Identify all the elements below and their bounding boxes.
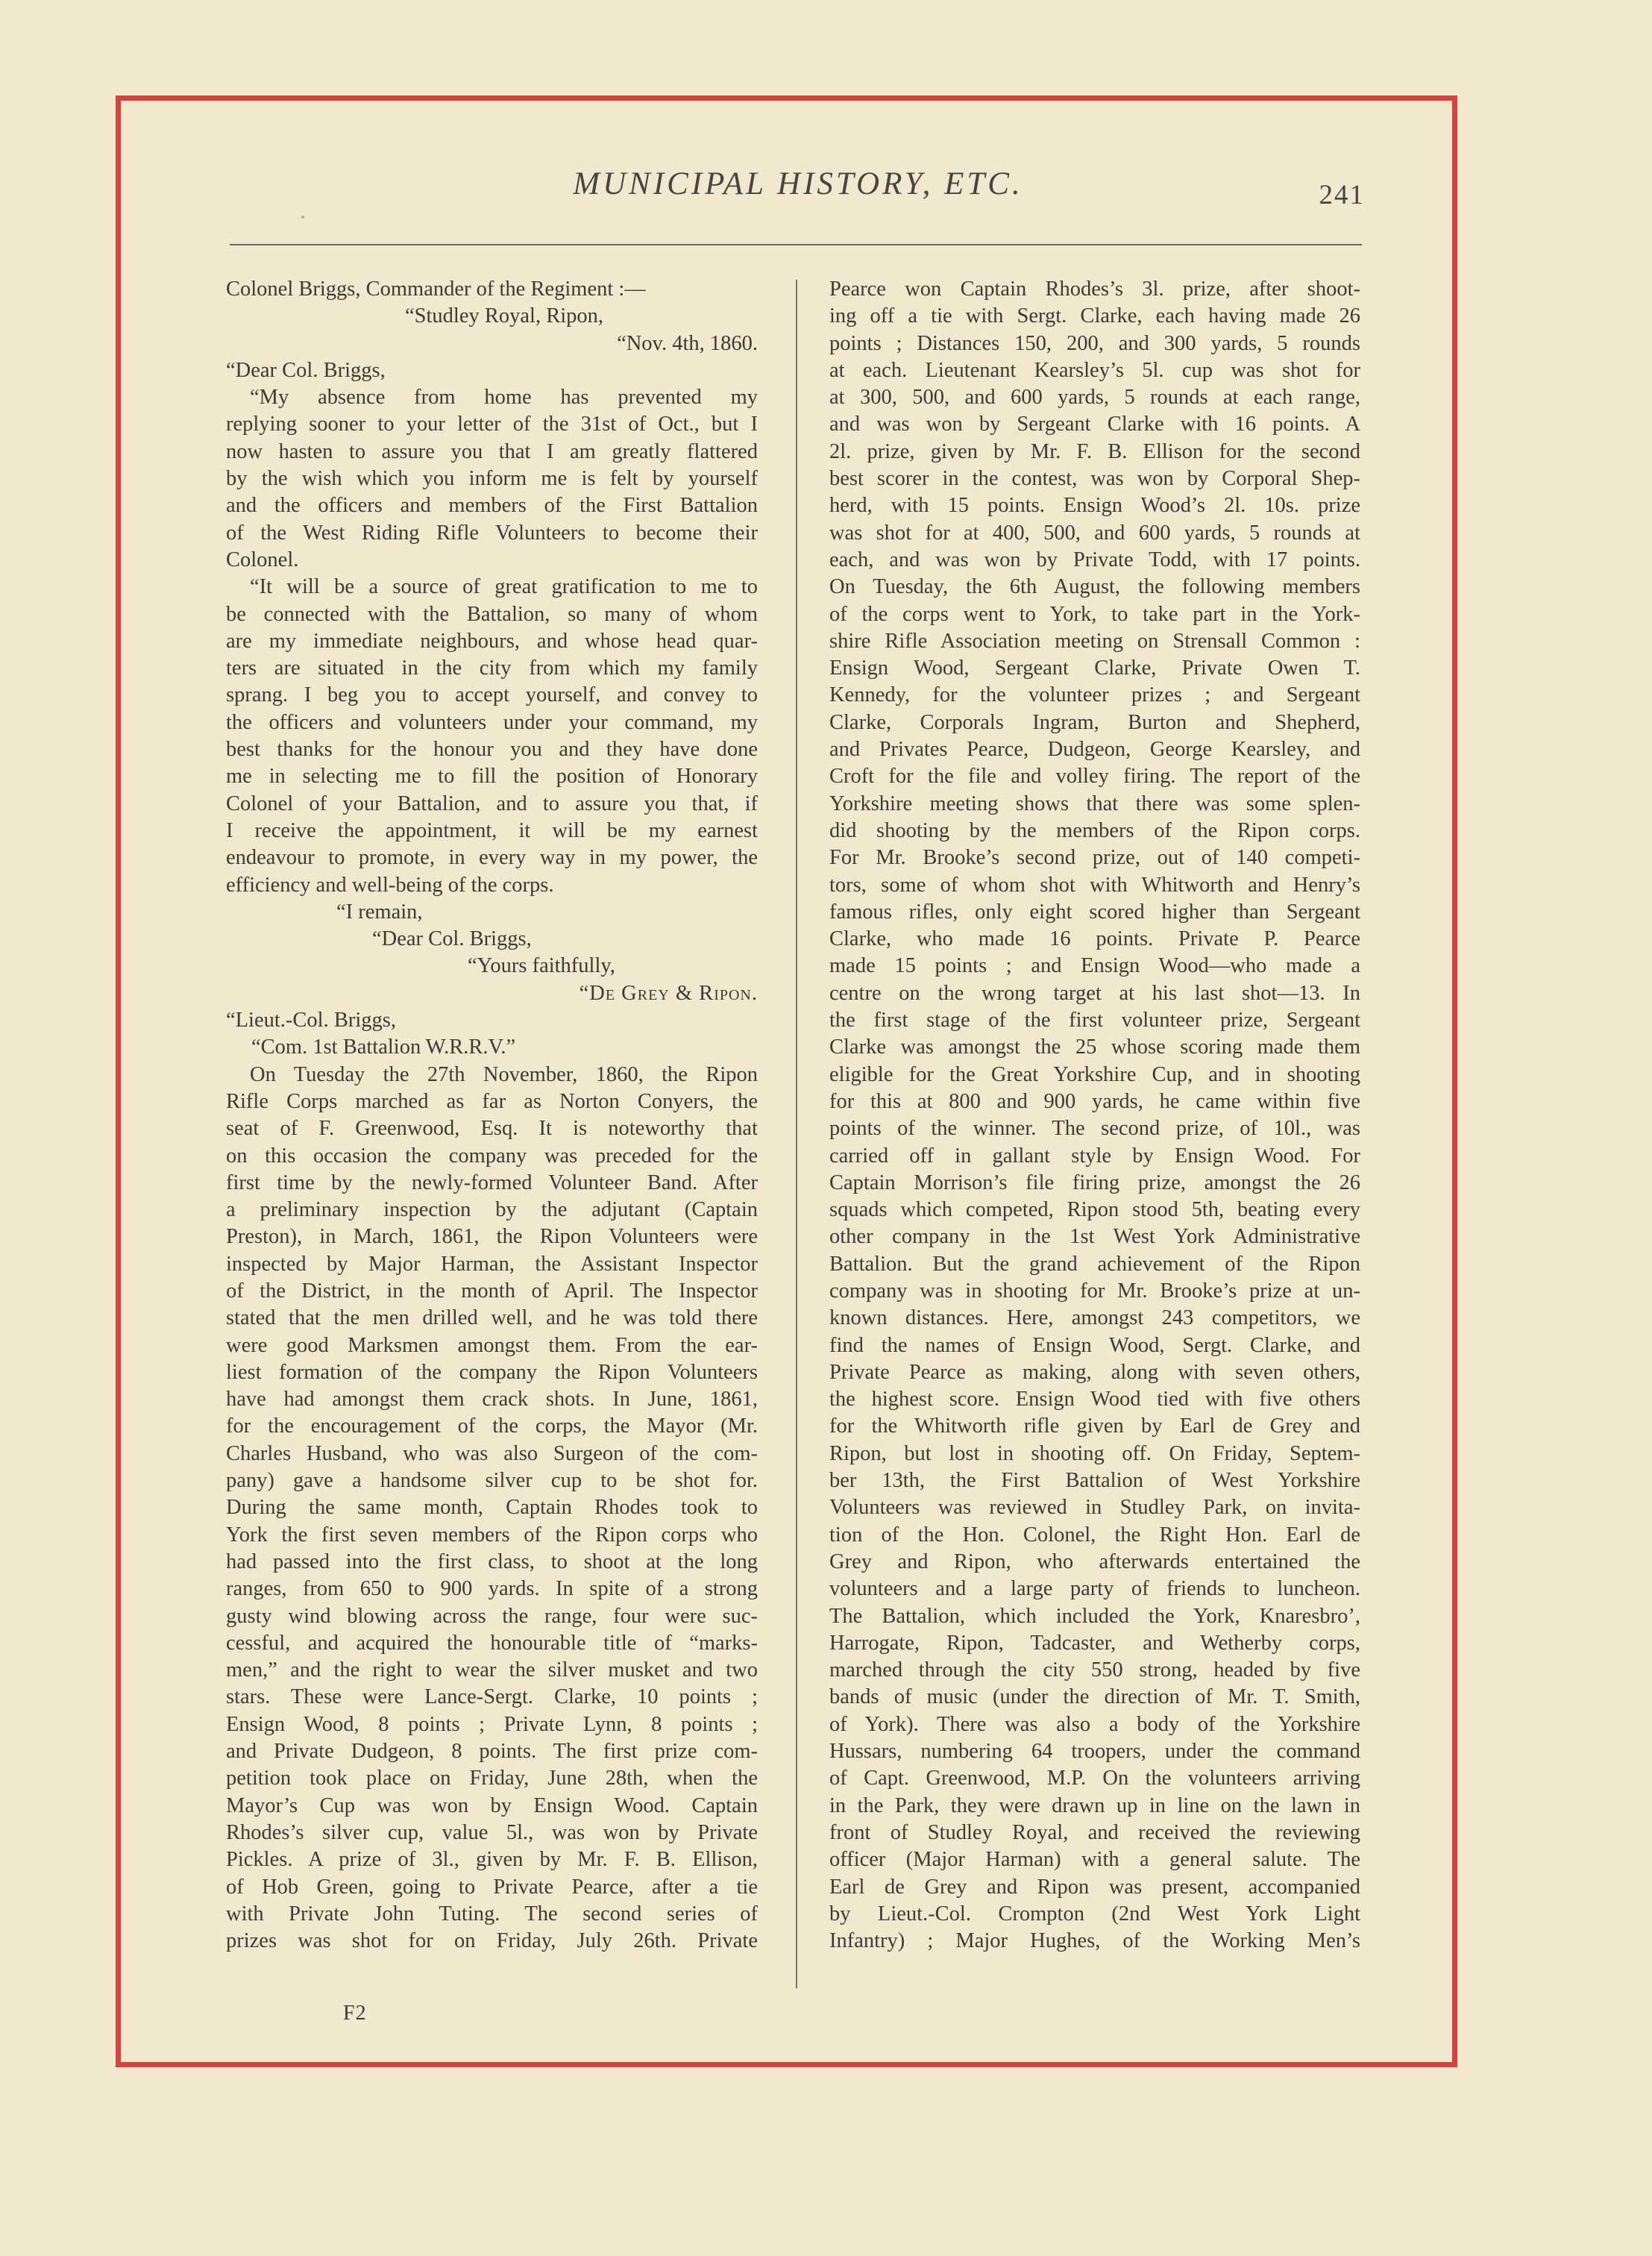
text-line: For Mr. Brooke’s second prize, out of 140 competi-: [829, 846, 1360, 870]
right-column: [829, 276, 1360, 1955]
running-head: [231, 163, 1365, 215]
text-line: men,” and the right to wear the silver musket and two: [226, 1658, 758, 1682]
text-line: Hussars, numbering 64 troopers, under the command: [829, 1740, 1360, 1764]
text-line: replying sooner to your letter of the 31st of Oct., but I: [226, 413, 758, 436]
text-line: 2l. prize, given by Mr. F. B. Ellison for the second: [829, 439, 1360, 463]
text-line: of Hob Green, going to Private Pearce, after a tie: [226, 1875, 758, 1899]
text-line: Harrogate, Ripon, Tadcaster, and Wetherby corps,: [829, 1631, 1360, 1655]
text-line: efficiency and well-being of the corps.: [226, 873, 554, 897]
signature-mark: F2: [343, 2002, 367, 2025]
text-line: points ; Distances 150, 200, and 300 yards, 5 rounds: [829, 331, 1360, 355]
text-line: for the Whitworth rifle given by Earl de Grey and: [829, 1414, 1360, 1438]
text-line: ranges, from 650 to 900 yards. In spite of a strong: [226, 1577, 758, 1601]
text-line: Colonel of your Battalion, and to assure you that, if: [226, 792, 758, 815]
text-line: Pickles. A prize of 3l., given by Mr. F. B. Ellison,: [226, 1848, 758, 1872]
text-line: the first stage of the first volunteer prize, Sergeant: [829, 1009, 1360, 1033]
text-line: Preston), in March, 1861, the Ripon Volunteers were: [226, 1225, 758, 1249]
text-line: now hasten to assure you that I am greatly flattered: [226, 439, 758, 463]
text-line: Ripon, but lost in shooting off. On Friday, Septem-: [829, 1441, 1360, 1465]
text-line: tion of the Hon. Colonel, the Right Hon. Earl de: [829, 1523, 1360, 1547]
text-line: “De Grey & Ripon.: [579, 981, 758, 1005]
text-line: Rhodes’s silver cup, value 5l., was won by Private: [226, 1820, 758, 1844]
text-line: Grey and Ripon, who afterwards entertained the: [829, 1550, 1360, 1573]
text-line: Colonel Briggs, Commander of the Regiment :—: [226, 278, 646, 301]
text-line: shire Rifle Association meeting on Strensall Common :: [829, 629, 1360, 653]
text-line: Clarke was amongst the 25 whose scoring made them: [829, 1035, 1360, 1059]
text-line: squads which competed, Ripon stood 5th, beating every: [829, 1198, 1360, 1222]
text-line: of the District, in the month of April. The Inspector: [226, 1279, 758, 1303]
text-line: the officers and volunteers under your command, my: [226, 710, 758, 734]
text-line: pany) gave a handsome silver cup to be shot for.: [226, 1469, 758, 1493]
text-line: I receive the appointment, it will be my earnest: [226, 818, 758, 842]
text-line: by the wish which you inform me is felt by yourself: [226, 467, 758, 491]
text-line: “Nov. 4th, 1860.: [617, 331, 758, 355]
text-line: “My absence from home has prevented my: [250, 386, 758, 410]
text-line: Captain Morrison’s file firing prize, amongst the 26: [829, 1171, 1360, 1194]
text-line: Croft for the file and volley firing. The report of the: [829, 765, 1360, 789]
text-line: eligible for the Great Yorkshire Cup, and in shooting: [829, 1062, 1360, 1086]
text-line: inspected by Major Harman, the Assistant Inspector: [226, 1252, 758, 1276]
text-line: Pearce won Captain Rhodes’s 3l. prize, after shoot-: [829, 278, 1360, 301]
text-line: with Private John Tuting. The second series of: [226, 1902, 758, 1926]
text-line: “I remain,: [336, 900, 423, 924]
text-line: Ensign Wood, Sergeant Clarke, Private Owen T.: [829, 657, 1360, 680]
left-column: [226, 276, 758, 1955]
text-line: first time by the newly-formed Volunteer Band. After: [226, 1171, 758, 1194]
text-line: stars. These were Lance-Sergt. Clarke, 10 points ;: [226, 1685, 758, 1709]
page-number: 241: [1319, 180, 1365, 210]
text-line: points of the winner. The second prize, of 10l., was: [829, 1117, 1360, 1141]
text-line: liest formation of the company the Ripon Volunteers: [226, 1360, 758, 1384]
text-line: of Capt. Greenwood, M.P. On the volunteers arriving: [829, 1767, 1360, 1790]
text-line: best thanks for the honour you and they have done: [226, 738, 758, 762]
text-line: volunteers and a large party of friends to luncheon.: [829, 1577, 1360, 1601]
text-line: Clarke, Corporals Ingram, Burton and Shepherd,: [829, 710, 1360, 734]
text-line: each, and was won by Private Todd, with 17 points.: [829, 548, 1360, 571]
text-line: at 300, 500, and 600 yards, 5 rounds at each range,: [829, 386, 1360, 410]
text-line: at each. Lieutenant Kearsley’s 5l. cup was shot for: [829, 358, 1360, 382]
text-line: famous rifles, only eight scored higher than Sergeant: [829, 900, 1360, 924]
text-line: by Lieut.-Col. Crompton (2nd West York Light: [829, 1902, 1360, 1926]
text-line: ing off a tie with Sergt. Clarke, each having made 26: [829, 304, 1360, 328]
text-line: Mayor’s Cup was won by Ensign Wood. Captain: [226, 1793, 758, 1817]
text-line: York the first seven members of the Ripon corps who: [226, 1523, 758, 1547]
text-line: endeavour to promote, in every way in my power, the: [226, 846, 758, 870]
header-rule: [230, 244, 1362, 245]
text-line: Volunteers was reviewed in Studley Park, on invita-: [829, 1496, 1360, 1520]
text-line: seat of F. Greenwood, Esq. It is noteworthy that: [226, 1117, 758, 1141]
paper-speck: [301, 216, 304, 219]
text-line: be connected with the Battalion, so many of whom: [226, 602, 758, 626]
text-line: of the West Riding Rifle Volunteers to become their: [226, 521, 758, 545]
text-line: “Dear Col. Briggs,: [372, 927, 532, 951]
text-line: centre on the wrong target at his last shot—13. In: [829, 981, 1360, 1005]
text-line: herd, with 15 points. Ensign Wood’s 2l. 10s. prize: [829, 494, 1360, 518]
text-line: of York). There was also a body of the Yorkshire: [829, 1712, 1360, 1736]
text-line: Ensign Wood, 8 points ; Private Lynn, 8 points ;: [226, 1712, 758, 1736]
text-line: “Com. 1st Battalion W.R.R.V.”: [251, 1035, 516, 1059]
text-line: Kennedy, for the volunteer prizes ; and Sergeant: [829, 683, 1360, 707]
text-line: On Tuesday the 27th November, 1860, the Ripon: [250, 1062, 758, 1086]
text-line: Colonel.: [226, 548, 299, 571]
text-line: “Lieut.-Col. Briggs,: [226, 1009, 396, 1033]
text-line: best scorer in the contest, was won by Corporal Shep-: [829, 467, 1360, 491]
text-line: and Private Dudgeon, 8 points. The first prize com-: [226, 1740, 758, 1764]
text-line: was shot for at 400, 500, and 600 yards, 5 rounds at: [829, 521, 1360, 545]
text-line: prizes was shot for on Friday, July 26th. Private: [226, 1929, 758, 1953]
text-line: On Tuesday, the 6th August, the following members: [829, 575, 1360, 599]
text-line: and Privates Pearce, Dudgeon, George Kearsley, and: [829, 738, 1360, 762]
text-line: did shooting by the members of the Ripon corps.: [829, 818, 1360, 842]
text-line: front of Studley Royal, and received the reviewing: [829, 1820, 1360, 1844]
text-line: were good Marksmen amongst them. From the ear-: [226, 1333, 758, 1357]
text-line: and the officers and members of the First Battalion: [226, 494, 758, 518]
text-line: a preliminary inspection by the adjutant (Captain: [226, 1198, 758, 1222]
text-line: Earl de Grey and Ripon was present, accompanied: [829, 1875, 1360, 1899]
text-line: “It will be a source of great gratification to me to: [250, 575, 758, 599]
text-line: officer (Major Harman) with a general salute. The: [829, 1848, 1360, 1872]
text-line: “Studley Royal, Ripon,: [405, 304, 603, 328]
text-line: Rifle Corps marched as far as Norton Conyers, the: [226, 1089, 758, 1113]
text-line: marched through the city 550 strong, headed by five: [829, 1658, 1360, 1682]
text-line: company was in shooting for Mr. Brooke’s prize at un-: [829, 1279, 1360, 1303]
text-line: Charles Husband, who was also Surgeon of the com-: [226, 1441, 758, 1465]
text-line: ters are situated in the city from which my family: [226, 657, 758, 680]
text-line: tors, some of whom shot with Whitworth and Henry’s: [829, 873, 1360, 897]
text-line: in the Park, they were drawn up in line on the lawn in: [829, 1793, 1360, 1817]
text-line: petition took place on Friday, June 28th, when the: [226, 1767, 758, 1790]
text-line: of the corps went to York, to take part in the York-: [829, 602, 1360, 626]
text-line: Infantry) ; Major Hughes, of the Working Men’s: [829, 1929, 1360, 1953]
text-line: cessful, and acquired the honourable title of “marks-: [226, 1631, 758, 1655]
running-title: MUNICIPAL HISTORY, ETC.: [573, 166, 1023, 201]
text-line: During the same month, Captain Rhodes took to: [226, 1496, 758, 1520]
text-line: sprang. I beg you to accept yourself, and convey to: [226, 683, 758, 707]
text-line: had passed into the first class, to shoot at the long: [226, 1550, 758, 1573]
text-line: The Battalion, which included the York, Knaresbro’,: [829, 1604, 1360, 1628]
text-line: Clarke, who made 16 points. Private P. Pearce: [829, 927, 1360, 951]
text-line: known distances. Here, amongst 243 competitors, we: [829, 1306, 1360, 1330]
text-line: have had amongst them crack shots. In June, 1861,: [226, 1388, 758, 1411]
text-line: other company in the 1st West York Administrative: [829, 1225, 1360, 1249]
text-line: the highest score. Ensign Wood tied with five others: [829, 1388, 1360, 1411]
text-line: “Dear Col. Briggs,: [226, 358, 386, 382]
text-line: on this occasion the company was preceded for the: [226, 1144, 758, 1168]
text-line: for this at 800 and 900 yards, he came within five: [829, 1089, 1360, 1113]
text-line: for the encouragement of the corps, the Mayor (Mr.: [226, 1414, 758, 1438]
text-line: and was won by Sergeant Clarke with 16 points. A: [829, 413, 1360, 436]
text-line: me in selecting me to fill the position of Honorary: [226, 765, 758, 789]
text-line: bands of music (under the direction of Mr. T. Smith,: [829, 1685, 1360, 1709]
text-line: Yorkshire meeting shows that there was some splen-: [829, 792, 1360, 815]
text-line: stated that the men drilled well, and he was told there: [226, 1306, 758, 1330]
text-line: are my immediate neighbours, and whose head quar-: [226, 629, 758, 653]
text-line: find the names of Ensign Wood, Sergt. Clarke, and: [829, 1333, 1360, 1357]
text-line: carried off in gallant style by Ensign Wood. For: [829, 1144, 1360, 1168]
column-divider: [796, 280, 797, 1988]
text-line: made 15 points ; and Ensign Wood—who made a: [829, 954, 1360, 978]
text-line: “Yours faithfully,: [468, 954, 615, 978]
text-line: gusty wind blowing across the range, four were suc-: [226, 1604, 758, 1628]
text-line: Private Pearce as making, along with seven others,: [829, 1360, 1360, 1384]
text-line: ber 13th, the First Battalion of West Yorkshire: [829, 1469, 1360, 1493]
text-line: Battalion. But the grand achievement of the Ripon: [829, 1252, 1360, 1276]
